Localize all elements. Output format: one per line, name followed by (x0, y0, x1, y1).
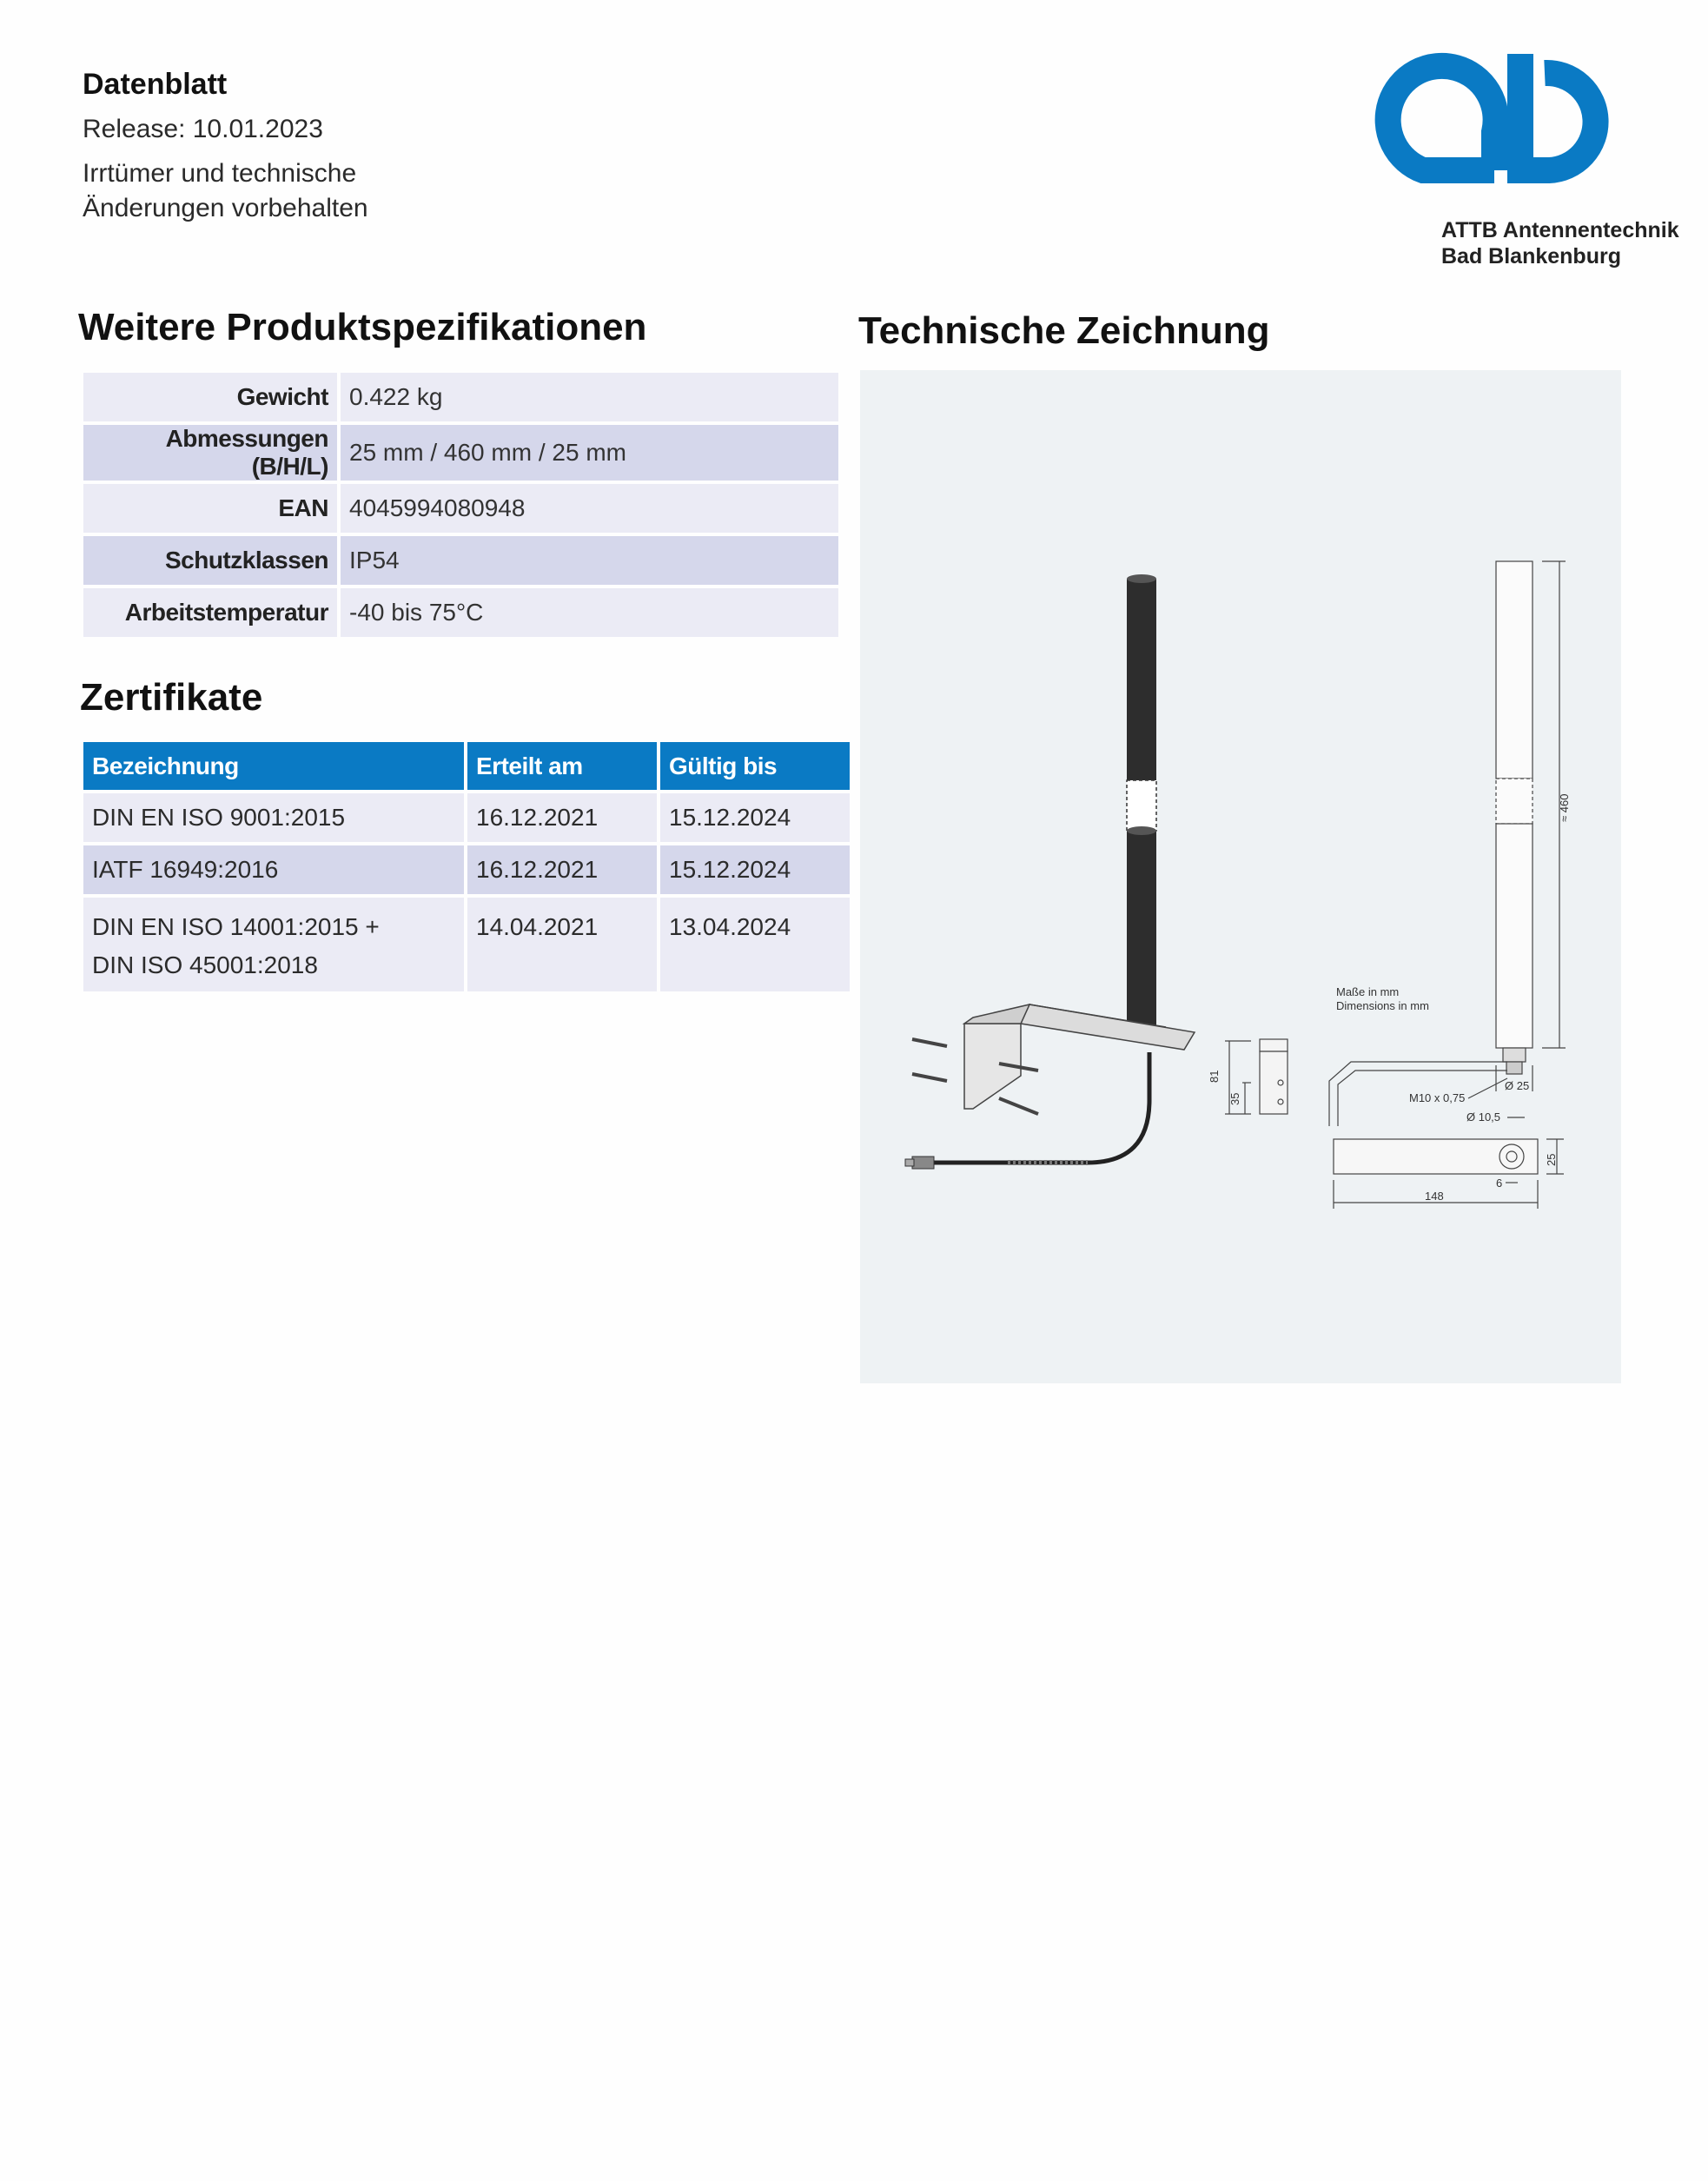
table-row (83, 373, 838, 421)
technical-drawing (860, 370, 1621, 1383)
cert-name: DIN EN ISO 9001:2015 (83, 793, 464, 842)
dim-148-label: 148 (1425, 1190, 1444, 1203)
attb-logo (1371, 45, 1632, 219)
dim-diameter-25-label: Ø 25 (1505, 1079, 1530, 1092)
table-row (83, 845, 850, 894)
spec-label: Schutzklassen (83, 536, 337, 585)
dim-35-label: 35 (1228, 1092, 1241, 1105)
antenna-perspective-illustration (905, 574, 1195, 1169)
cert-valid: 15.12.2024 (660, 793, 850, 842)
units-label-de: Maße in mm (1336, 985, 1400, 998)
company-name (1441, 217, 1679, 269)
dim-thread-label: M10 x 0,75 (1409, 1091, 1466, 1104)
column-header: Bezeichnung (83, 742, 464, 790)
cert-name (83, 898, 464, 991)
table-row (83, 484, 838, 533)
table-row (83, 536, 838, 585)
dim-81-label: 81 (1208, 1070, 1221, 1083)
company-name-line-1: ATTB Antennentechnik (1441, 218, 1679, 242)
specs-table (80, 369, 842, 640)
spec-label: Abmessungen (B/H/L) (83, 425, 337, 481)
spec-value: 4045994080948 (341, 484, 838, 533)
table-row (83, 588, 838, 637)
antenna-elevation-view (1329, 561, 1566, 1209)
column-header: Erteilt am (467, 742, 657, 790)
release-date: Release: 10.01.2023 (83, 115, 323, 143)
spec-value: IP54 (341, 536, 838, 585)
disclaimer-line-1: Irrtümer und technische (83, 159, 357, 188)
table-row (83, 425, 838, 481)
cert-valid: 15.12.2024 (660, 845, 850, 894)
cert-issued: 16.12.2021 (467, 793, 657, 842)
cert-name-line-1: DIN EN ISO 14001:2015 + (92, 913, 380, 940)
spec-value: -40 bis 75°C (341, 588, 838, 637)
spec-label: EAN (83, 484, 337, 533)
units-label-en: Dimensions in mm (1336, 999, 1429, 1012)
company-name-line-2: Bad Blankenburg (1441, 244, 1621, 268)
spec-label: Arbeitstemperatur (83, 588, 337, 637)
cert-name: IATF 16949:2016 (83, 845, 464, 894)
dim-6-label: 6 (1496, 1177, 1503, 1190)
cert-valid: 13.04.2024 (660, 898, 850, 991)
drawing-title: Technische Zeichnung (858, 309, 1270, 352)
spec-value: 0.422 kg (341, 373, 838, 421)
table-row (83, 793, 850, 842)
spec-label: Gewicht (83, 373, 337, 421)
column-header: Gültig bis (660, 742, 850, 790)
dim-460-label: ≈ 460 (1558, 793, 1571, 822)
cert-issued: 16.12.2021 (467, 845, 657, 894)
table-header-row (83, 742, 850, 790)
dim-25-label: 25 (1545, 1153, 1558, 1166)
table-row (83, 898, 850, 991)
certificates-title: Zertifikate (80, 676, 263, 719)
spec-value: 25 mm / 460 mm / 25 mm (341, 425, 838, 481)
dim-diameter-10-5-label: Ø 10,5 (1466, 1110, 1501, 1124)
document-title: Datenblatt (83, 68, 228, 101)
certificates-table (80, 739, 853, 995)
cert-issued: 14.04.2021 (467, 898, 657, 991)
cert-name-line-2: DIN ISO 45001:2018 (92, 951, 318, 978)
specs-title: Weitere Produktspezifikationen (78, 306, 647, 348)
disclaimer-line-2: Änderungen vorbehalten (83, 194, 368, 222)
